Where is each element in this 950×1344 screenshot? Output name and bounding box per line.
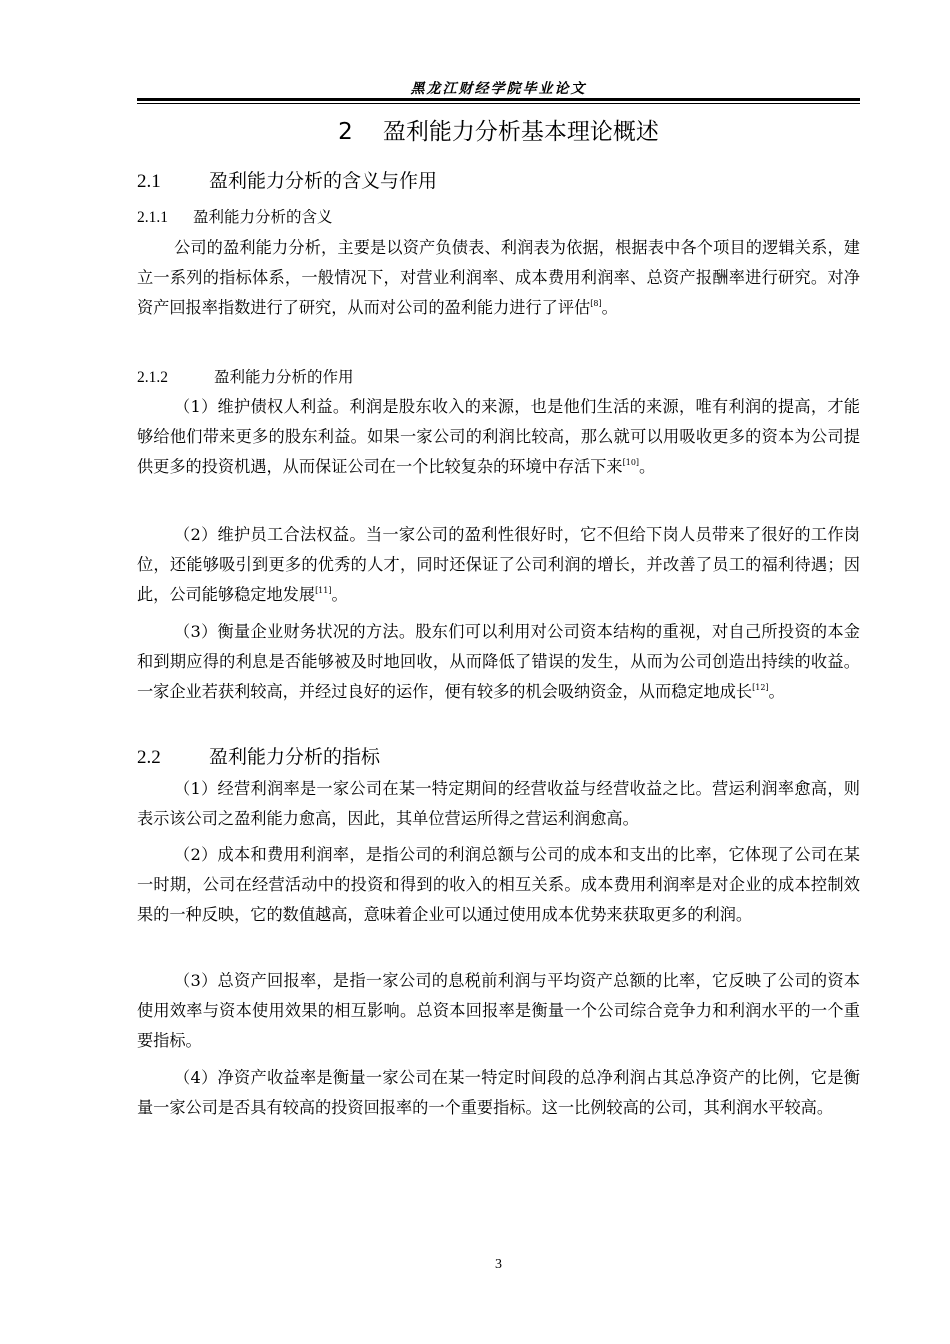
paragraph: （1）经营利润率是一家公司在某一特定期间的经营收益与经营收益之比。营运利润率愈高，则表示该公司之盈利能力愈高，因此，其单位营运所得之营运利润愈高。 bbox=[137, 779, 860, 829]
subsection-number: 2.1.1 bbox=[137, 209, 168, 226]
header-rule-thick bbox=[137, 98, 860, 101]
subsection-heading-2-1-2 bbox=[137, 365, 354, 390]
subsection-number: 2.1.2 bbox=[137, 369, 168, 386]
citation: [8] bbox=[590, 299, 602, 309]
citation: [12] bbox=[752, 683, 769, 693]
chapter-title-text: 盈利能力分析基本理论概述 bbox=[382, 119, 659, 145]
header-rule-thin bbox=[137, 103, 860, 104]
chapter-number: 2 bbox=[338, 119, 353, 145]
section-title: 盈利能力分析的含义与作用 bbox=[209, 170, 438, 192]
chapter-title bbox=[137, 117, 860, 147]
subsection-title: 盈利能力分析的含义 bbox=[193, 208, 333, 226]
paragraph: （3）总资产回报率，是指一家公司的息税前利润与平均资产总额的比率，它反映了公司的资本使用效率与资本使用效果的相互影响。总资本回报率是衡量一个公司综合竞争力和利润水平的一个重要指标。 bbox=[137, 971, 860, 1051]
paragraph: （3）衡量企业财务状况的方法。股东们可以利用对公司资本结构的重视，对自己所投资的本金和到期应得的利息是否能够被及时地回收，从而降低了错误的发生，从而为公司创造出持续的收益。一家企业若获利较高，并经过良好的运作，便有较多的机会吸纳资金，从而稳定地成长[12]。 bbox=[137, 622, 860, 702]
paragraph: （1）维护债权人利益。利润是股东收入的来源，也是他们生活的来源，唯有利润的提高，才能够给他们带来更多的股东利益。如果一家公司的利润比较高，那么就可以用吸收更多的资本为公司提供更多的投资机遇，从而保证公司在一个比较复杂的环境中存活下来[10]。 bbox=[137, 397, 860, 477]
header-title: 黑龙江财经学院毕业论文 bbox=[410, 81, 587, 97]
subsection-heading-2-1-1 bbox=[137, 205, 333, 230]
running-header bbox=[137, 74, 860, 106]
subsection-title: 盈利能力分析的作用 bbox=[214, 368, 354, 386]
paragraph: （4）净资产收益率是衡量一家公司在某一特定时间段的总净利润占其总净资产的比例，它是衡量一家公司是否具有较高的投资回报率的一个重要指标。这一比例较高的公司，其利润水平较高。 bbox=[137, 1068, 860, 1118]
citation: [11] bbox=[315, 586, 332, 596]
citation: [10] bbox=[622, 458, 640, 468]
section-heading-2-2 bbox=[137, 743, 380, 772]
paragraph: （2）成本和费用利润率，是指公司的利润总额与公司的成本和支出的比率，它体现了公司在某一时期，公司在经营活动中的投资和得到的收入的相互关系。成本费用利润率是对企业的成本控制效果的一种反映，它的数值越高，意味着企业可以通过使用成本优势来获取更多的利润。 bbox=[137, 845, 860, 925]
section-title: 盈利能力分析的指标 bbox=[209, 746, 381, 768]
section-number: 2.2 bbox=[137, 747, 161, 768]
section-number: 2.1 bbox=[137, 171, 161, 192]
paragraph: （2）维护员工合法权益。当一家公司的盈利性很好时，它不但给下岗人员带来了很好的工作岗位，还能够吸引到更多的优秀的人才，同时还保证了公司利润的增长，并改善了员工的福利待遇；因此，公司能够稳定地发展[11]。 bbox=[137, 525, 860, 605]
page-number: 3 bbox=[495, 1257, 502, 1272]
section-heading-2-1 bbox=[137, 167, 437, 196]
paragraph: 公司的盈利能力分析，主要是以资产负债表、利润表为依据，根据表中各个项目的逻辑关系，建立一系列的指标体系，一般情况下，对营业利润率、成本费用利润率、总资产报酬率进行研究。对净资产回报率指数进行了研究，从而对公司的盈利能力进行了评估[8]。 bbox=[137, 238, 860, 318]
